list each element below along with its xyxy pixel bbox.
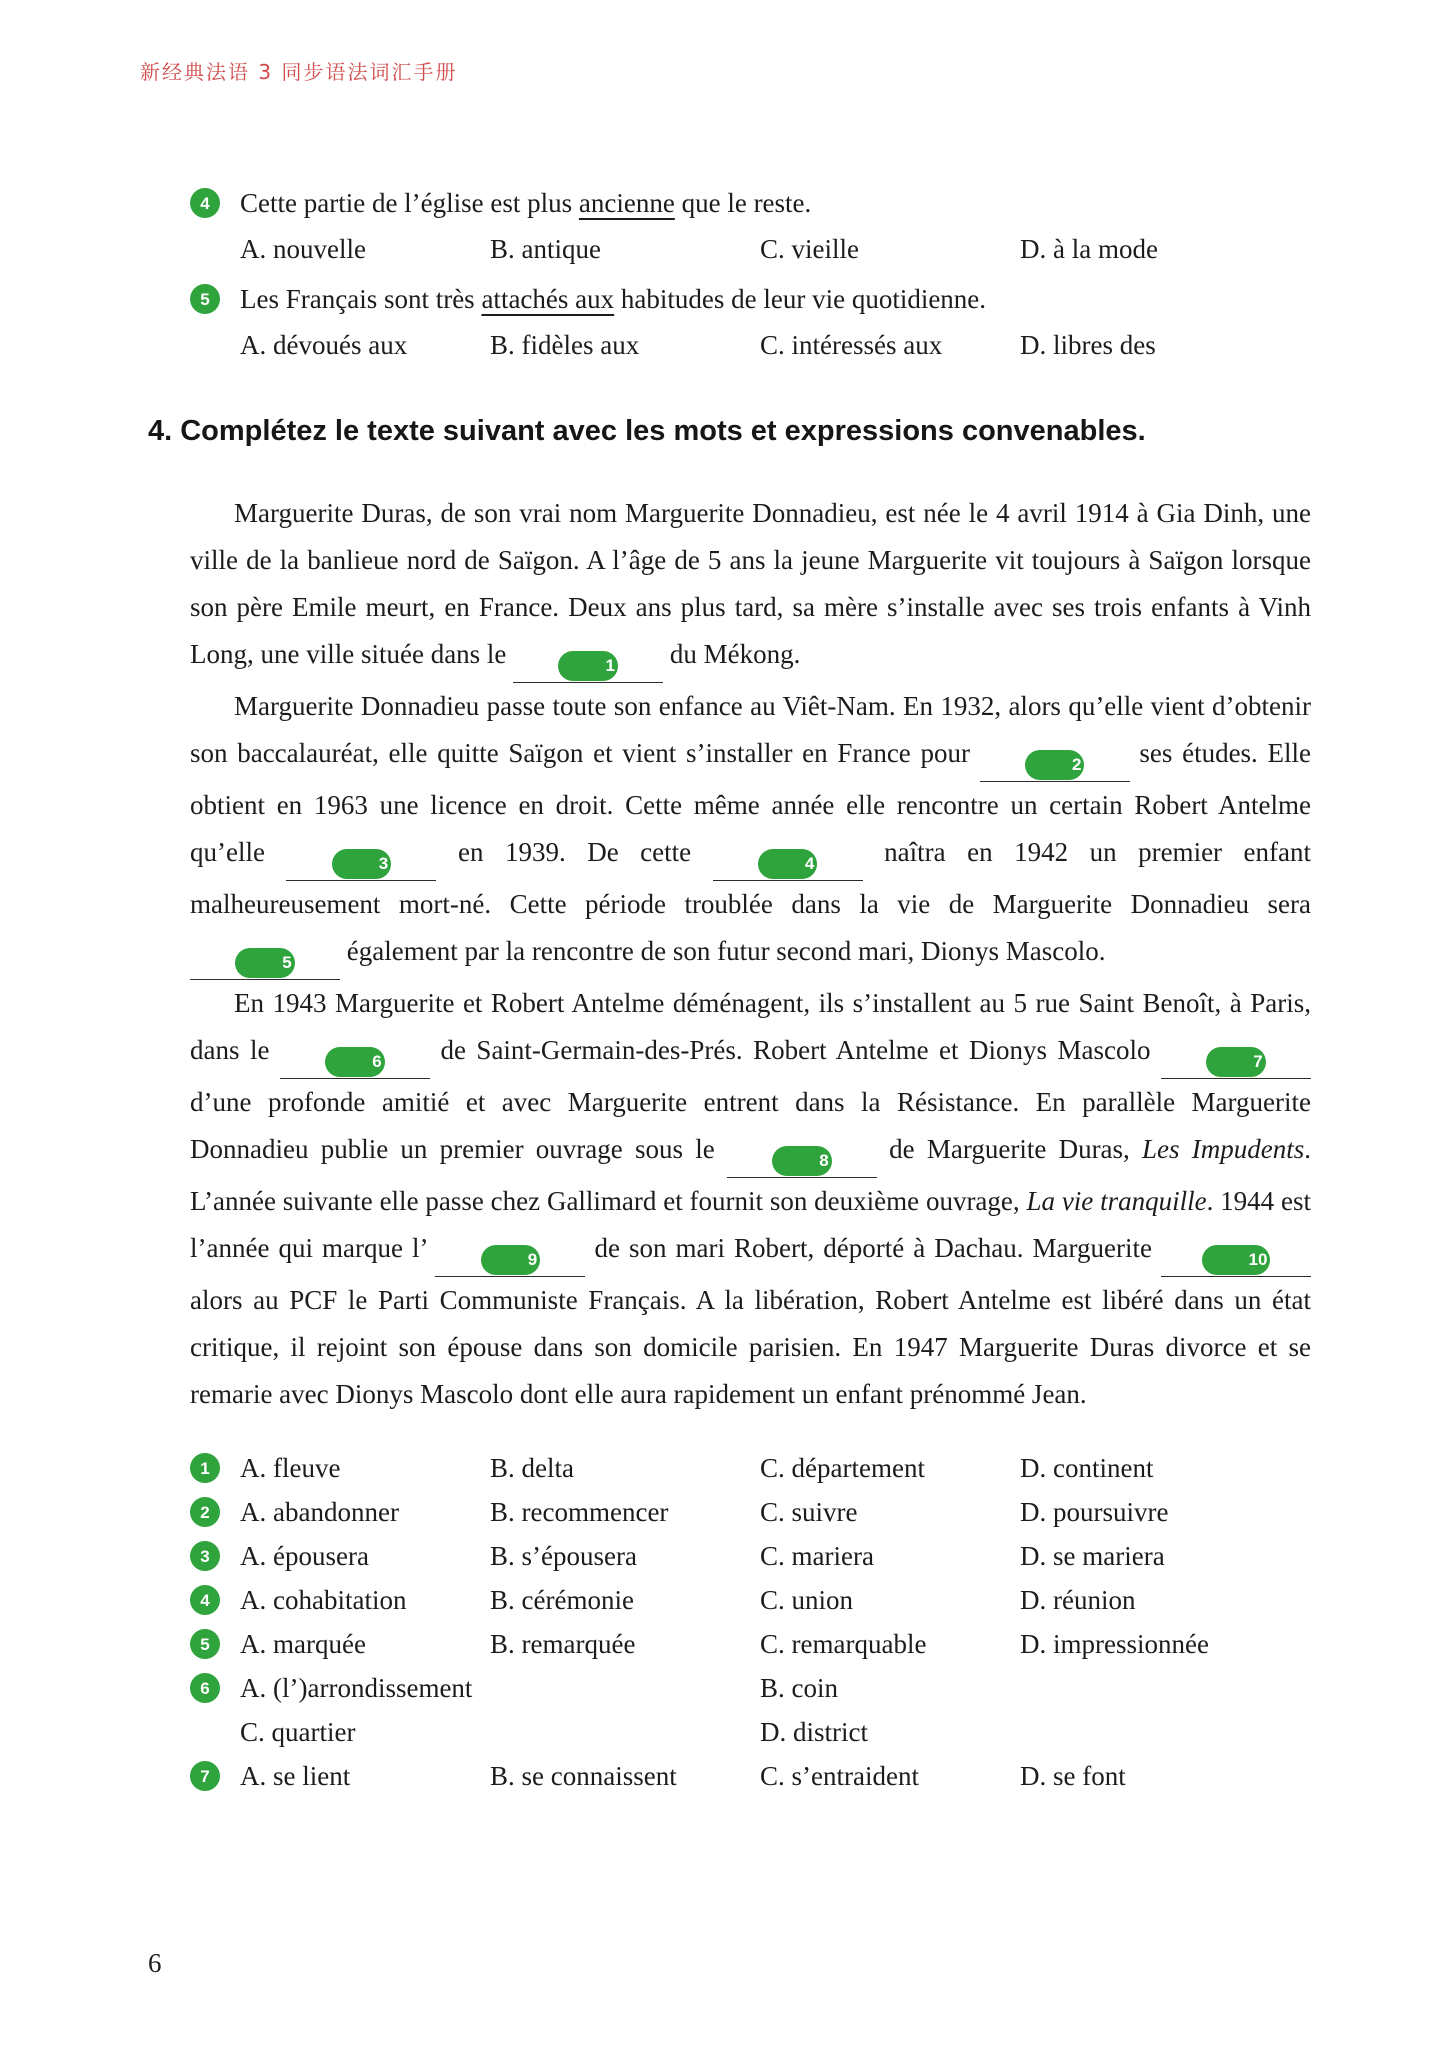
answer-option-b: B. s’épousera <box>490 1540 637 1571</box>
option-b: B. fidèles aux <box>490 330 640 360</box>
blank-number-badge: 9 <box>481 1245 540 1275</box>
answer-row-6-continued <box>190 1710 1311 1754</box>
blank-3 <box>286 847 436 881</box>
answer-number-badge: 1 <box>190 1453 220 1483</box>
answer-row-7 <box>190 1754 1311 1798</box>
options-row <box>190 325 1311 365</box>
section-title: 4. Complétez le texte suivant avec les mots et expressions convenables. <box>148 415 1146 447</box>
answer-option-b: B. remarquée <box>490 1628 636 1659</box>
option-c: C. intéressés aux <box>760 330 943 360</box>
answer-number-slot <box>190 1497 240 1527</box>
answer-number-slot <box>190 1453 240 1483</box>
answer-option-b: B. recommencer <box>490 1496 669 1527</box>
answer-number-badge: 4 <box>190 1585 220 1615</box>
answer-option-a: A. cohabitation <box>240 1584 407 1615</box>
item-number-slot <box>190 279 240 319</box>
answer-number-slot <box>190 1761 240 1791</box>
blank-number-badge: 1 <box>558 651 617 681</box>
answer-option-d: D. district <box>760 1716 868 1747</box>
answer-option-d: D. impressionnée <box>1020 1628 1209 1659</box>
duras-paragraph-3: En 1943 Marguerite et Robert Antelme déménagent, ils s’installent au 5 rue Saint Benoît, à Paris, dans le 6 de Saint-Germain-des-Prés. Robert Antelme et Dionys Mascolo 7 d’une profonde amitié et avec Marguerite entrent dans la Résistance. En parallèle Marguerite Donnadieu publie un premier ouvrage sous le 8 de Marguerite Duras, Les Impudents. L’année suivante elle passe chez Gallimard et fournit son deuxième ouvrage, La vie tranquille. 1944 est l’année qui marque l’ 9 de son mari Robert, déporté à Dachau. Marguerite 10 alors au PCF le Parti Communiste Français. A la libération, Robert Antelme est libéré dans un état critique, il rejoint son épouse dans son domicile parisien. En 1947 Marguerite Duras divorce et se remarie avec Dionys Mascolo dont elle aura rapidement un enfant prénommé Jean. <box>190 988 1311 1409</box>
page-content <box>148 183 1311 1798</box>
answer-option-b: B. se connaissent <box>490 1760 677 1791</box>
answer-number-slot <box>190 1585 240 1615</box>
cloze-text <box>190 490 1311 1418</box>
blank-number-badge: 2 <box>1025 750 1084 780</box>
answer-option-d: D. réunion <box>1020 1584 1136 1615</box>
answer-row-5 <box>190 1622 1311 1666</box>
answer-row-3 <box>190 1534 1311 1578</box>
item-number-slot <box>190 183 240 223</box>
answer-option-a: A. abandonner <box>240 1496 399 1527</box>
blank-4 <box>713 847 863 881</box>
blank-10 <box>1161 1243 1311 1277</box>
answer-option-a: A. fleuve <box>240 1452 341 1483</box>
answer-number-badge: 3 <box>190 1541 220 1571</box>
answer-option-d: D. continent <box>1020 1452 1154 1483</box>
answer-option-b: B. coin <box>760 1672 838 1703</box>
page-number: 6 <box>148 1948 162 1978</box>
answer-option-c: C. suivre <box>760 1496 858 1527</box>
answer-option-a: A. épousera <box>240 1540 369 1571</box>
option-a: A. dévoués aux <box>240 330 408 360</box>
blank-5 <box>190 946 340 980</box>
answer-option-a: A. marquée <box>240 1628 366 1659</box>
blank-6 <box>280 1045 430 1079</box>
answer-choices <box>190 1446 1311 1798</box>
answer-option-c: C. quartier <box>240 1716 356 1747</box>
answer-number-badge: 6 <box>190 1673 220 1703</box>
blank-8 <box>727 1144 877 1178</box>
blank-1 <box>513 649 663 683</box>
exercise-item-4 <box>190 183 1311 223</box>
answer-option-c: C. mariera <box>760 1540 874 1571</box>
blank-number-badge: 6 <box>325 1047 384 1077</box>
answer-option-a: A. se lient <box>240 1760 351 1791</box>
underlined-term: attachés aux <box>481 284 615 314</box>
answer-option-d: D. poursuivre <box>1020 1496 1169 1527</box>
blank-number-badge: 4 <box>758 849 817 879</box>
exercise-item-5 <box>190 279 1311 319</box>
answer-row-2 <box>190 1490 1311 1534</box>
book-title-italic: Les Impudents <box>1142 1134 1305 1164</box>
duras-paragraph-2: Marguerite Donnadieu passe toute son enfance au Viêt-Nam. En 1932, alors qu’elle vient d’obtenir son baccalauréat, elle quitte Saïgon et vient s’installer en France pour 2 ses études. Elle obtient en 1963 une licence en droit. Cette même année elle rencontre un certain Robert Antelme qu’elle 3 en 1939. De cette 4 naîtra en 1942 un premier enfant malheureusement mort-né. Cette période troublée dans la vie de Marguerite Donnadieu sera 5 également par la rencontre de son futur second mari, Dionys Mascolo. <box>190 683 1311 980</box>
option-a: A. nouvelle <box>240 234 366 264</box>
answer-number-slot <box>190 1629 240 1659</box>
question-text: Les Français sont très attachés aux habitudes de leur vie quotidienne. <box>240 284 987 314</box>
option-c: C. vieille <box>760 234 859 264</box>
answer-number-badge: 5 <box>190 1629 220 1659</box>
book-header-title: 新经典法语 3 同步语法词汇手册 <box>140 60 458 84</box>
item-number-badge: 4 <box>190 188 220 218</box>
blank-9 <box>435 1243 585 1277</box>
option-b: B. antique <box>490 234 601 264</box>
answer-row-1 <box>190 1446 1311 1490</box>
duras-paragraph-1: Marguerite Duras, de son vrai nom Marguerite Donnadieu, est née le 4 avril 1914 à Gia Dinh, une ville de la banlieue nord de Saïgon. A l’âge de 5 ans la jeune Marguerite vit toujours à Saïgon lorsque son père Emile meurt, en France. Deux ans plus tard, sa mère s’installe avec ses trois enfants à Vinh Long, une ville située dans le 1 du Mékong. <box>190 490 1311 683</box>
book-title-italic: La vie tranquille <box>1026 1186 1207 1216</box>
answer-option-c: C. union <box>760 1584 854 1615</box>
answer-row-4 <box>190 1578 1311 1622</box>
answer-option-b: B. cérémonie <box>490 1584 634 1615</box>
option-d: D. libres des <box>1020 330 1156 360</box>
blank-number-badge: 7 <box>1206 1047 1265 1077</box>
answer-option-c: C. remarquable <box>760 1628 927 1659</box>
answer-row-6 <box>190 1666 1311 1710</box>
blank-number-badge: 3 <box>332 849 391 879</box>
question-text: Cette partie de l’église est plus ancienne que le reste. <box>240 188 812 218</box>
answer-option-c: C. s’entraident <box>760 1760 919 1791</box>
blank-2 <box>980 748 1130 782</box>
options-row <box>190 229 1311 269</box>
answer-number-slot <box>190 1541 240 1571</box>
answer-option-c: C. département <box>760 1452 925 1483</box>
answer-number-slot <box>190 1673 240 1703</box>
answer-option-d: D. se font <box>1020 1760 1126 1791</box>
answer-number-badge: 2 <box>190 1497 220 1527</box>
answer-option-a: A. (l’)arrondissement <box>240 1672 473 1703</box>
answer-option-b: B. delta <box>490 1452 574 1483</box>
answer-option-d: D. se mariera <box>1020 1540 1165 1571</box>
blank-number-badge: 10 <box>1202 1245 1271 1275</box>
blank-7 <box>1161 1045 1311 1079</box>
option-d: D. à la mode <box>1020 234 1158 264</box>
blank-number-badge: 8 <box>772 1146 831 1176</box>
answer-number-badge: 7 <box>190 1761 220 1791</box>
blank-number-badge: 5 <box>235 948 294 978</box>
underlined-term: ancienne <box>578 188 675 218</box>
item-number-badge: 5 <box>190 284 220 314</box>
